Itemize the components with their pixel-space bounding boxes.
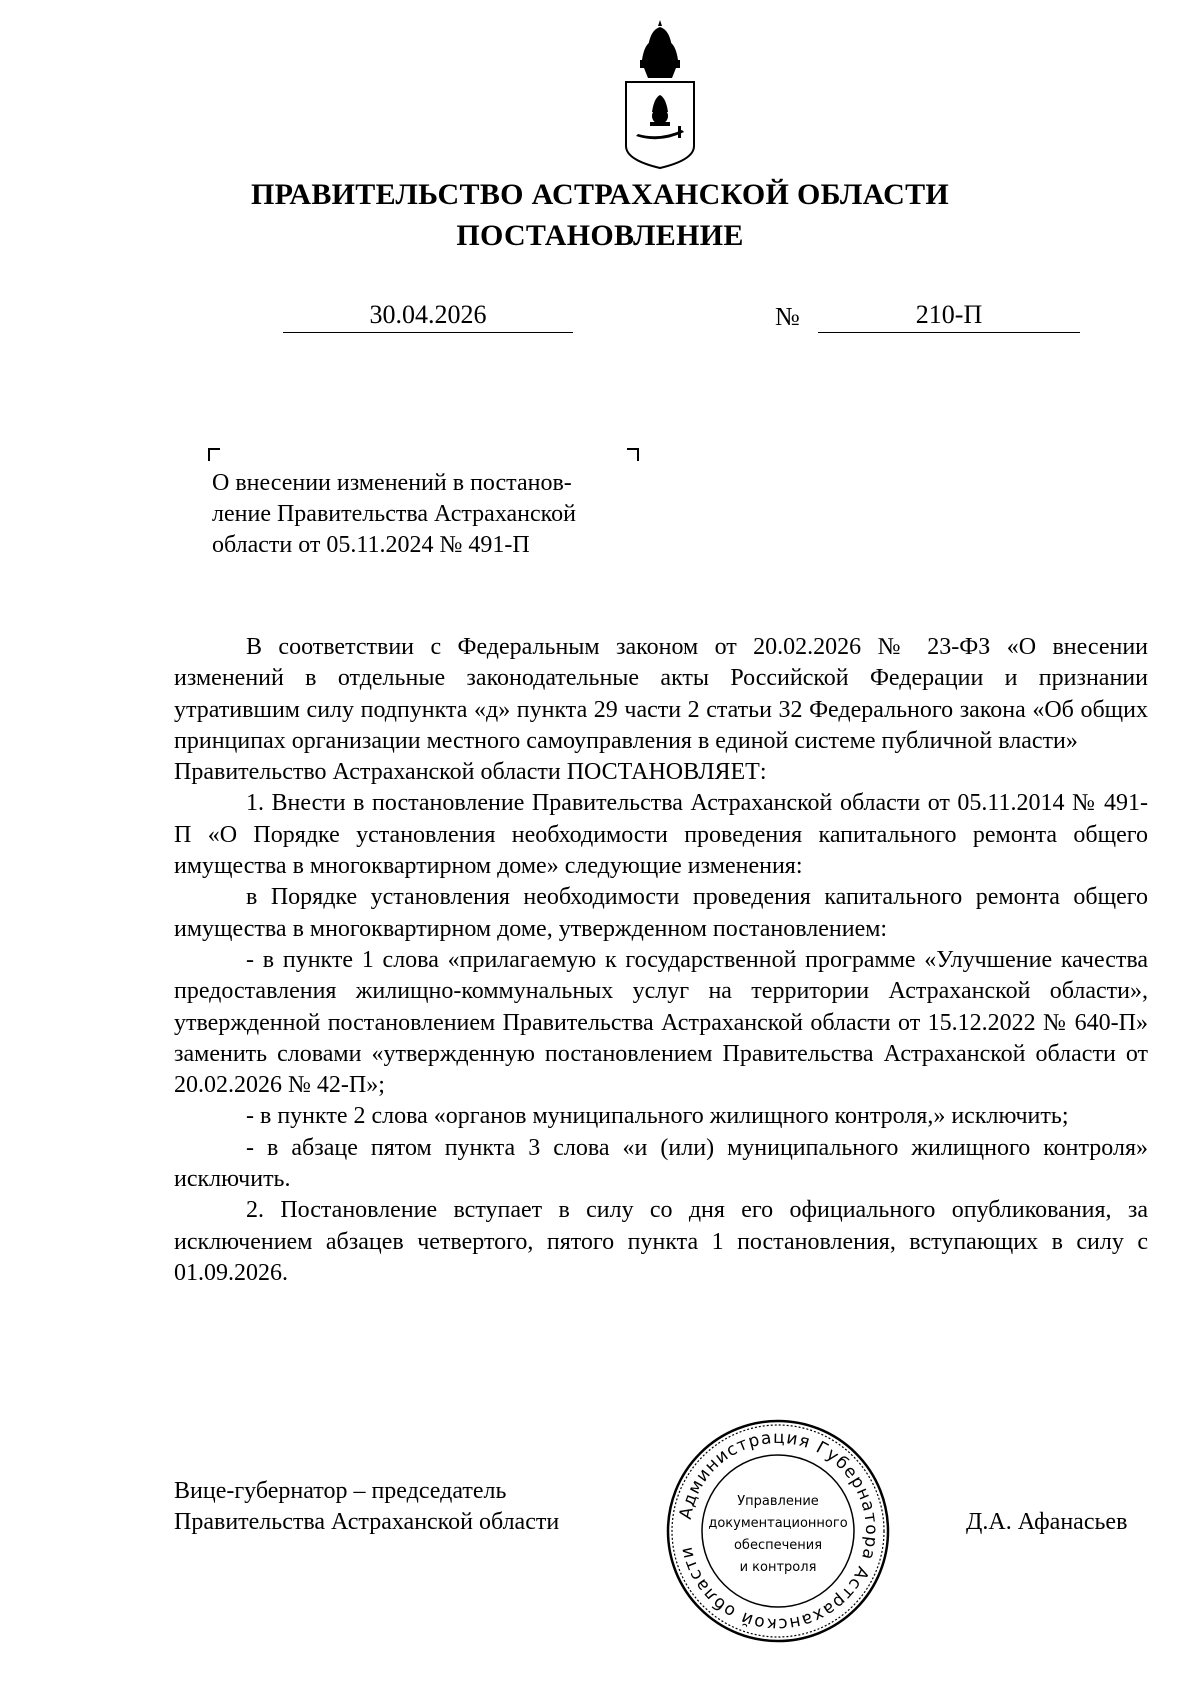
subject-corner-right — [627, 448, 639, 461]
document-date: 30.04.2026 — [283, 300, 573, 333]
body-paragraph: Правительство Астраханской области ПОСТАНОВЛЯЕТ: — [174, 759, 767, 786]
document-body — [174, 632, 1148, 1289]
subject-line: ление Правительства Астраханской — [212, 501, 576, 527]
seal-center-line: Управление — [737, 1494, 819, 1509]
signatory-position — [174, 1476, 559, 1538]
document-subject — [212, 468, 637, 561]
svg-text:Администрация Губернатора Астр — [676, 1428, 881, 1634]
number-sign: № — [775, 302, 800, 331]
subject-line: области от 05.11.2024 № 491-П — [212, 532, 530, 558]
body-paragraph: 1. Внести в постановление Правительства Астраханской области от 05.11.2014 № 491-П «О Порядке установления необходимости проведения капитального ремонта общего имущества в многоквартирном доме» следующие изменения: — [174, 790, 1148, 880]
official-seal-stamp — [664, 1417, 892, 1645]
document-number: 210-П — [818, 300, 1080, 333]
seal-ring-text: Администрация Губернатора Астраханской области — [675, 1427, 882, 1635]
body-paragraph: в Порядке установления необходимости проведения капитального ремонта общего имущества в многоквартирном доме, утвержденном постановлением: — [174, 884, 1148, 942]
body-paragraph: - в пункте 2 слова «органов муниципального жилищного контроля,» исключить; — [246, 1103, 1069, 1130]
body-paragraph: - в пункте 1 слова «прилагаемую к государственной программе «Улучшение качества предоставления жилищно-коммунальных услуг на территории Астраханской области», утвержденной постановлением Правительства Астраханской области от 15.12.2022 № 640-П» заменить словами «утвержденную постановлением Правительства Астраханской области от 20.02.2026 № 42-П»; — [174, 946, 1148, 1099]
organization-title: ПРАВИТЕЛЬСТВО АСТРАХАНСКОЙ ОБЛАСТИ — [250, 178, 950, 211]
body-paragraph: В соответствии с Федеральным законом от 20.02.2026 № 23-ФЗ «О внесении изменений в отдельные законодательные акты Российской Федерации и признании утратившим силу подпункта «д» пункта 29 части 2 статьи 32 Федерального закона «Об общих принципах организации местного самоуправления в единой системе публичной власти» — [174, 634, 1148, 754]
coat-of-arms-icon — [620, 18, 700, 170]
seal-center-line: и контроля — [739, 1560, 817, 1575]
signatory-position-line: Вице-губернатор – председатель — [174, 1478, 507, 1504]
document-type-title: ПОСТАНОВЛЕНИЕ — [456, 219, 744, 252]
body-paragraph: - в абзаце пятом пункта 3 слова «и (или) муниципального жилищного контроля» исключить. — [174, 1134, 1148, 1193]
signatory-name: Д.А. Афанасьев — [966, 1509, 1128, 1535]
subject-corner-left — [208, 448, 220, 461]
seal-center-line: обеспечения — [733, 1538, 823, 1553]
seal-center-line: документационного — [708, 1516, 848, 1531]
body-paragraph: 2. Постановление вступает в силу со дня его официального опубликования, за исключением абзацев четвертого, пятого пункта 1 постановления, вступающих в силу с 01.09.2026. — [174, 1197, 1148, 1286]
signatory-position-line: Правительства Астраханской области — [174, 1509, 560, 1535]
subject-line: О внесении изменений в постанов- — [212, 470, 572, 496]
